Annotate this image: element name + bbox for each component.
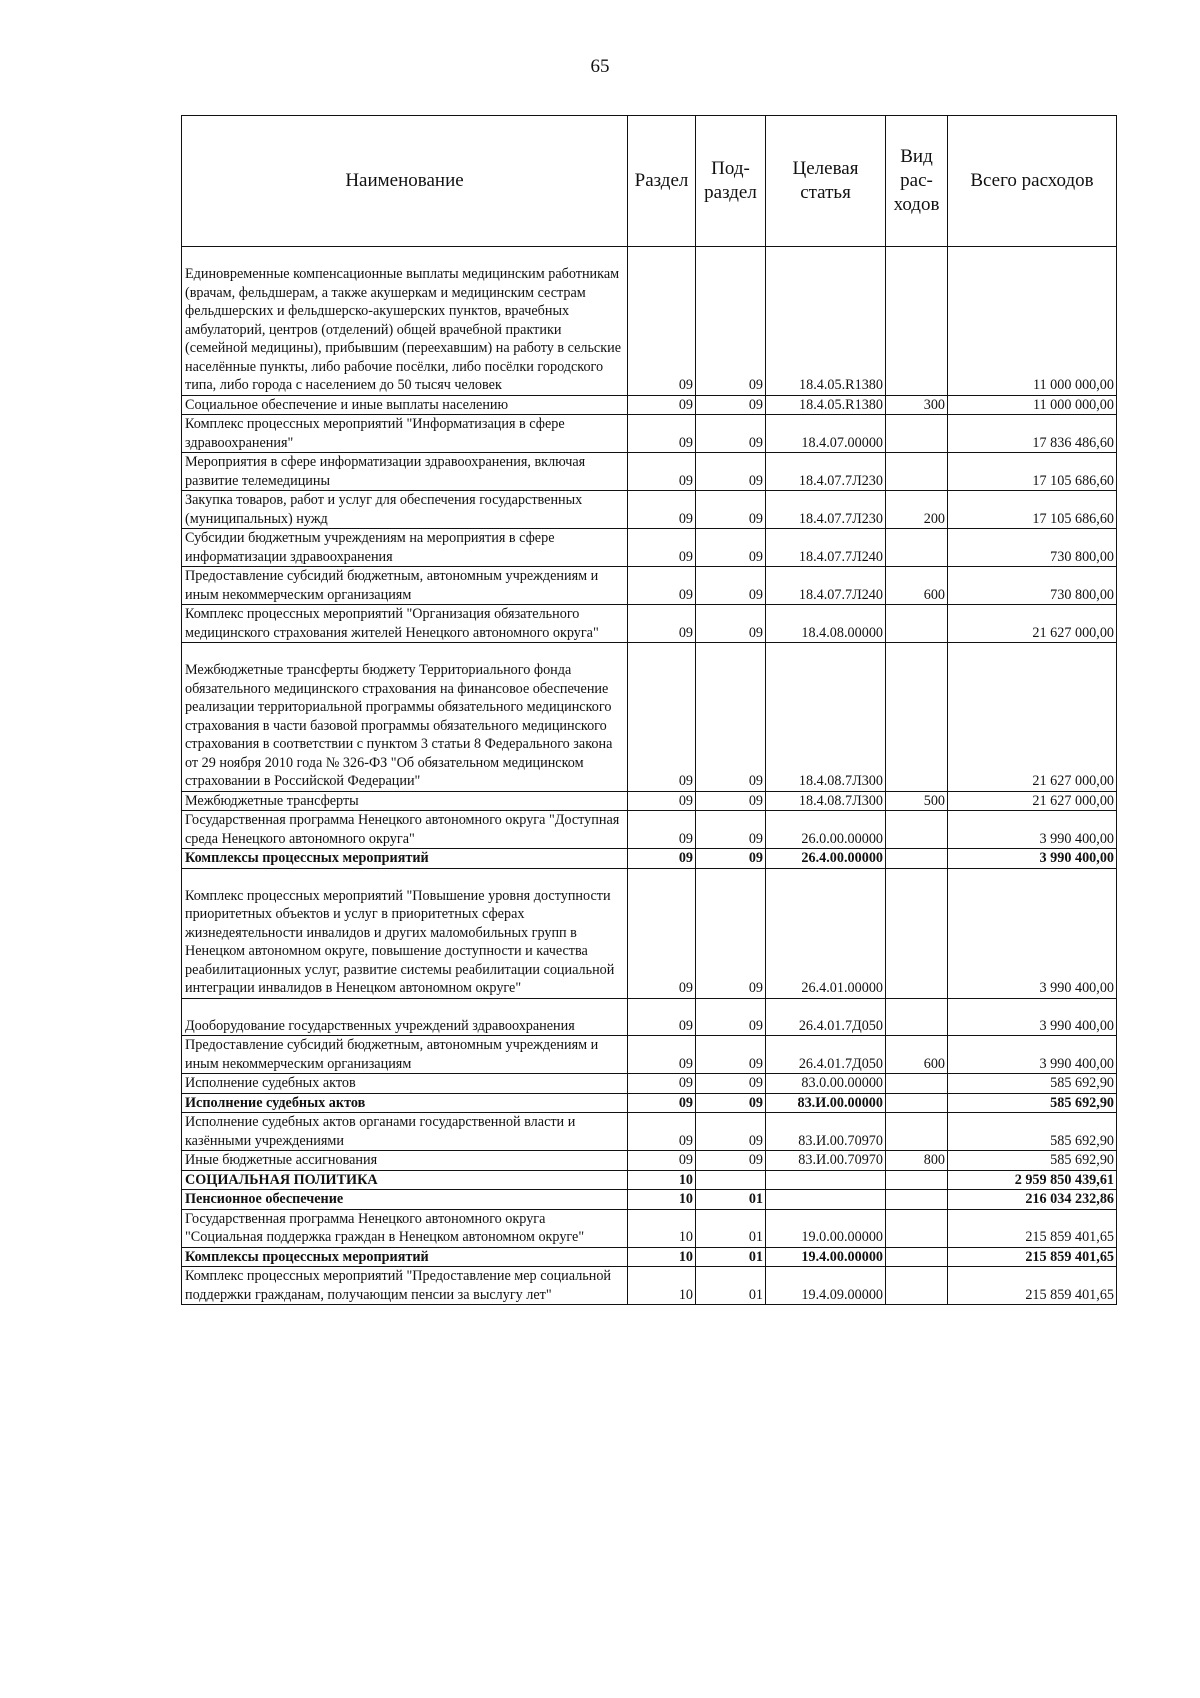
cell-exp-type — [886, 415, 948, 453]
cell-name: Предоставление субсидий бюджетным, автономным учреждениям и иным некоммерческим организациям — [182, 567, 628, 605]
cell-subsection: 09 — [696, 1036, 766, 1074]
cell-section: 09 — [628, 567, 696, 605]
cell-target: 83.И.00.70970 — [766, 1113, 886, 1151]
cell-exp-type — [886, 811, 948, 849]
cell-name: Мероприятия в сфере информатизации здравоохранения, включая развитие телемедицины — [182, 453, 628, 491]
cell-subsection: 09 — [696, 1093, 766, 1113]
header-target: Целевая статья — [766, 116, 886, 247]
cell-subsection: 09 — [696, 849, 766, 869]
cell-section: 09 — [628, 811, 696, 849]
cell-target: 19.0.00.00000 — [766, 1209, 886, 1247]
cell-total: 3 990 400,00 — [948, 849, 1117, 869]
cell-total: 3 990 400,00 — [948, 1036, 1117, 1074]
cell-total: 21 627 000,00 — [948, 643, 1117, 792]
cell-name: Субсидии бюджетным учреждениям на мероприятия в сфере информатизации здравоохранения — [182, 529, 628, 567]
cell-total: 2 959 850 439,61 — [948, 1170, 1117, 1190]
cell-name: Исполнение судебных актов органами государственной власти и казёнными учреждениями — [182, 1113, 628, 1151]
cell-total: 730 800,00 — [948, 529, 1117, 567]
table-row — [182, 605, 1117, 643]
cell-section: 10 — [628, 1209, 696, 1247]
cell-target: 18.4.08.00000 — [766, 605, 886, 643]
table-row — [182, 529, 1117, 567]
cell-name: Закупка товаров, работ и услуг для обеспечения государственных (муниципальных) нужд — [182, 491, 628, 529]
cell-target: 19.4.00.00000 — [766, 1247, 886, 1267]
cell-target: 26.4.01.7Д050 — [766, 1036, 886, 1074]
table-row — [182, 998, 1117, 1036]
cell-section: 10 — [628, 1170, 696, 1190]
cell-target: 18.4.07.7Л240 — [766, 567, 886, 605]
table-row — [182, 1074, 1117, 1094]
cell-exp-type: 500 — [886, 791, 948, 811]
cell-total: 3 990 400,00 — [948, 998, 1117, 1036]
cell-total: 585 692,90 — [948, 1151, 1117, 1171]
cell-name: Государственная программа Ненецкого автономного округа "Доступная среда Ненецкого автономного округа" — [182, 811, 628, 849]
cell-total: 17 105 686,60 — [948, 491, 1117, 529]
cell-exp-type: 600 — [886, 567, 948, 605]
cell-total: 11 000 000,00 — [948, 395, 1117, 415]
cell-name: Исполнение судебных актов — [182, 1074, 628, 1094]
cell-exp-type — [886, 849, 948, 869]
table-row — [182, 415, 1117, 453]
cell-name: Комплекс процессных мероприятий "Организация обязательного медицинского страхования жителей Ненецкого автономного округа" — [182, 605, 628, 643]
header-section: Раздел — [628, 116, 696, 247]
table-row — [182, 1170, 1117, 1190]
cell-exp-type — [886, 1170, 948, 1190]
table-row — [182, 247, 1117, 396]
cell-section: 09 — [628, 453, 696, 491]
table-row — [182, 849, 1117, 869]
cell-name: Комплекс процессных мероприятий "Повышение уровня доступности приоритетных объектов и услуг в приоритетных сферах жизнедеятельности инвалидов и других маломобильных групп в Ненецком автономном округе, повышение доступности и качества реабилитационных услуг, развитие системы реабилитации социальной интеграции инвалидов в Ненецком автономном округе" — [182, 868, 628, 998]
table-row — [182, 1190, 1117, 1210]
table-row — [182, 791, 1117, 811]
cell-subsection: 09 — [696, 491, 766, 529]
cell-total: 215 859 401,65 — [948, 1209, 1117, 1247]
cell-exp-type — [886, 1113, 948, 1151]
cell-total: 585 692,90 — [948, 1074, 1117, 1094]
cell-section: 09 — [628, 1036, 696, 1074]
table-body — [182, 247, 1117, 1305]
cell-target: 18.4.08.7Л300 — [766, 643, 886, 792]
cell-total: 216 034 232,86 — [948, 1190, 1117, 1210]
table-row — [182, 1151, 1117, 1171]
cell-subsection: 01 — [696, 1247, 766, 1267]
cell-name: Комплексы процессных мероприятий — [182, 1247, 628, 1267]
cell-exp-type — [886, 643, 948, 792]
cell-target: 18.4.05.R1380 — [766, 247, 886, 396]
cell-name: Исполнение судебных актов — [182, 1093, 628, 1113]
table-row — [182, 868, 1117, 998]
cell-exp-type — [886, 1093, 948, 1113]
cell-target: 18.4.07.7Л240 — [766, 529, 886, 567]
cell-section: 09 — [628, 1151, 696, 1171]
cell-name: Межбюджетные трансферты бюджету Территориального фонда обязательного медицинского страхования на финансовое обеспечение реализации территориальной программы обязательного медицинского страхования в части базовой программы обязательного медицинского страхования в соответствии с пунктом 3 статьи 8 Федерального закона от 29 ноября 2010 года № 326-ФЗ "Об обязательном медицинском страховании в Российской Федерации" — [182, 643, 628, 792]
cell-subsection: 09 — [696, 868, 766, 998]
cell-target: 83.0.00.00000 — [766, 1074, 886, 1094]
cell-name: Государственная программа Ненецкого автономного округа "Социальная поддержка граждан в Ненецком автономном округе" — [182, 1209, 628, 1247]
cell-section: 09 — [628, 868, 696, 998]
cell-subsection: 01 — [696, 1190, 766, 1210]
table-row — [182, 1093, 1117, 1113]
cell-name: Комплекс процессных мероприятий "Информатизация в сфере здравоохранения" — [182, 415, 628, 453]
cell-exp-type — [886, 1190, 948, 1210]
cell-target: 18.4.07.7Л230 — [766, 491, 886, 529]
cell-total: 730 800,00 — [948, 567, 1117, 605]
header-total: Всего расходов — [948, 116, 1117, 247]
cell-section: 09 — [628, 643, 696, 792]
cell-name: Межбюджетные трансферты — [182, 791, 628, 811]
cell-name: СОЦИАЛЬНАЯ ПОЛИТИКА — [182, 1170, 628, 1190]
cell-exp-type: 600 — [886, 1036, 948, 1074]
cell-target: 26.4.01.00000 — [766, 868, 886, 998]
table-row — [182, 811, 1117, 849]
cell-name: Пенсионное обеспечение — [182, 1190, 628, 1210]
header-exp-type: Вид рас-ходов — [886, 116, 948, 247]
cell-subsection: 01 — [696, 1267, 766, 1305]
cell-subsection: 09 — [696, 1151, 766, 1171]
cell-exp-type — [886, 529, 948, 567]
cell-subsection: 09 — [696, 247, 766, 396]
cell-total: 21 627 000,00 — [948, 791, 1117, 811]
table-row — [182, 491, 1117, 529]
cell-target: 26.0.00.00000 — [766, 811, 886, 849]
cell-name: Иные бюджетные ассигнования — [182, 1151, 628, 1171]
cell-subsection: 09 — [696, 811, 766, 849]
table-header-row — [182, 116, 1117, 247]
cell-subsection: 09 — [696, 998, 766, 1036]
cell-exp-type — [886, 247, 948, 396]
cell-section: 09 — [628, 415, 696, 453]
cell-section: 09 — [628, 491, 696, 529]
cell-target: 26.4.01.7Д050 — [766, 998, 886, 1036]
cell-total: 3 990 400,00 — [948, 868, 1117, 998]
cell-exp-type — [886, 1247, 948, 1267]
cell-section: 09 — [628, 791, 696, 811]
header-subsection: Под-раздел — [696, 116, 766, 247]
cell-section: 10 — [628, 1190, 696, 1210]
cell-name: Социальное обеспечение и иные выплаты населению — [182, 395, 628, 415]
cell-exp-type — [886, 1267, 948, 1305]
cell-target: 18.4.08.7Л300 — [766, 791, 886, 811]
header-name: Наименование — [182, 116, 628, 247]
cell-section: 10 — [628, 1247, 696, 1267]
table-row — [182, 567, 1117, 605]
cell-section: 10 — [628, 1267, 696, 1305]
cell-target: 18.4.05.R1380 — [766, 395, 886, 415]
cell-total: 11 000 000,00 — [948, 247, 1117, 396]
page-number: 65 — [590, 56, 610, 77]
cell-subsection: 09 — [696, 395, 766, 415]
cell-name: Единовременные компенсационные выплаты медицинским работникам (врачам, фельдшерам, а также акушеркам и медицинским сестрам фельдшерских и фельдшерско-акушерских пунктов, врачебных амбулаторий, центров (отделений) общей врачебной практики (семейной медицины), прибывшим (переехавшим) на работу в сельские населённые пункты, либо рабочие посёлки, либо посёлки городского типа, либо города с населением до 50 тысяч человек — [182, 247, 628, 396]
cell-name: Комплекс процессных мероприятий "Предоставление мер социальной поддержки гражданам, получающим пенсии за выслугу лет" — [182, 1267, 628, 1305]
cell-subsection: 01 — [696, 1209, 766, 1247]
cell-section: 09 — [628, 605, 696, 643]
table-row — [182, 1247, 1117, 1267]
cell-target: 19.4.09.00000 — [766, 1267, 886, 1305]
cell-exp-type: 800 — [886, 1151, 948, 1171]
cell-subsection: 09 — [696, 791, 766, 811]
cell-section: 09 — [628, 1113, 696, 1151]
cell-target — [766, 1190, 886, 1210]
cell-section: 09 — [628, 849, 696, 869]
cell-exp-type — [886, 605, 948, 643]
cell-exp-type — [886, 453, 948, 491]
cell-total: 215 859 401,65 — [948, 1247, 1117, 1267]
table-row — [182, 395, 1117, 415]
table-row — [182, 1267, 1117, 1305]
cell-subsection: 09 — [696, 643, 766, 792]
table-row — [182, 643, 1117, 792]
cell-target: 26.4.00.00000 — [766, 849, 886, 869]
cell-target: 18.4.07.00000 — [766, 415, 886, 453]
cell-exp-type — [886, 868, 948, 998]
cell-subsection: 09 — [696, 1113, 766, 1151]
cell-subsection — [696, 1170, 766, 1190]
cell-target: 83.И.00.00000 — [766, 1093, 886, 1113]
cell-total: 215 859 401,65 — [948, 1267, 1117, 1305]
cell-name: Дооборудование государственных учреждений здравоохранения — [182, 998, 628, 1036]
cell-total: 585 692,90 — [948, 1093, 1117, 1113]
cell-total: 17 836 486,60 — [948, 415, 1117, 453]
table-row — [182, 1036, 1117, 1074]
cell-section: 09 — [628, 395, 696, 415]
table-row — [182, 1113, 1117, 1151]
cell-section: 09 — [628, 1074, 696, 1094]
cell-target: 18.4.07.7Л230 — [766, 453, 886, 491]
cell-total: 3 990 400,00 — [948, 811, 1117, 849]
cell-subsection: 09 — [696, 1074, 766, 1094]
cell-subsection: 09 — [696, 567, 766, 605]
cell-section: 09 — [628, 998, 696, 1036]
table-row — [182, 1209, 1117, 1247]
cell-target: 83.И.00.70970 — [766, 1151, 886, 1171]
cell-exp-type — [886, 1074, 948, 1094]
cell-exp-type: 300 — [886, 395, 948, 415]
cell-subsection: 09 — [696, 415, 766, 453]
cell-name: Комплексы процессных мероприятий — [182, 849, 628, 869]
cell-name: Предоставление субсидий бюджетным, автономным учреждениям и иным некоммерческим организациям — [182, 1036, 628, 1074]
cell-total: 21 627 000,00 — [948, 605, 1117, 643]
cell-exp-type — [886, 998, 948, 1036]
cell-exp-type — [886, 1209, 948, 1247]
cell-subsection: 09 — [696, 453, 766, 491]
cell-subsection: 09 — [696, 605, 766, 643]
cell-exp-type: 200 — [886, 491, 948, 529]
cell-total: 17 105 686,60 — [948, 453, 1117, 491]
cell-section: 09 — [628, 529, 696, 567]
cell-section: 09 — [628, 247, 696, 396]
cell-total: 585 692,90 — [948, 1113, 1117, 1151]
cell-section: 09 — [628, 1093, 696, 1113]
table-row — [182, 453, 1117, 491]
budget-table — [181, 115, 1117, 1305]
cell-subsection: 09 — [696, 529, 766, 567]
cell-target — [766, 1170, 886, 1190]
